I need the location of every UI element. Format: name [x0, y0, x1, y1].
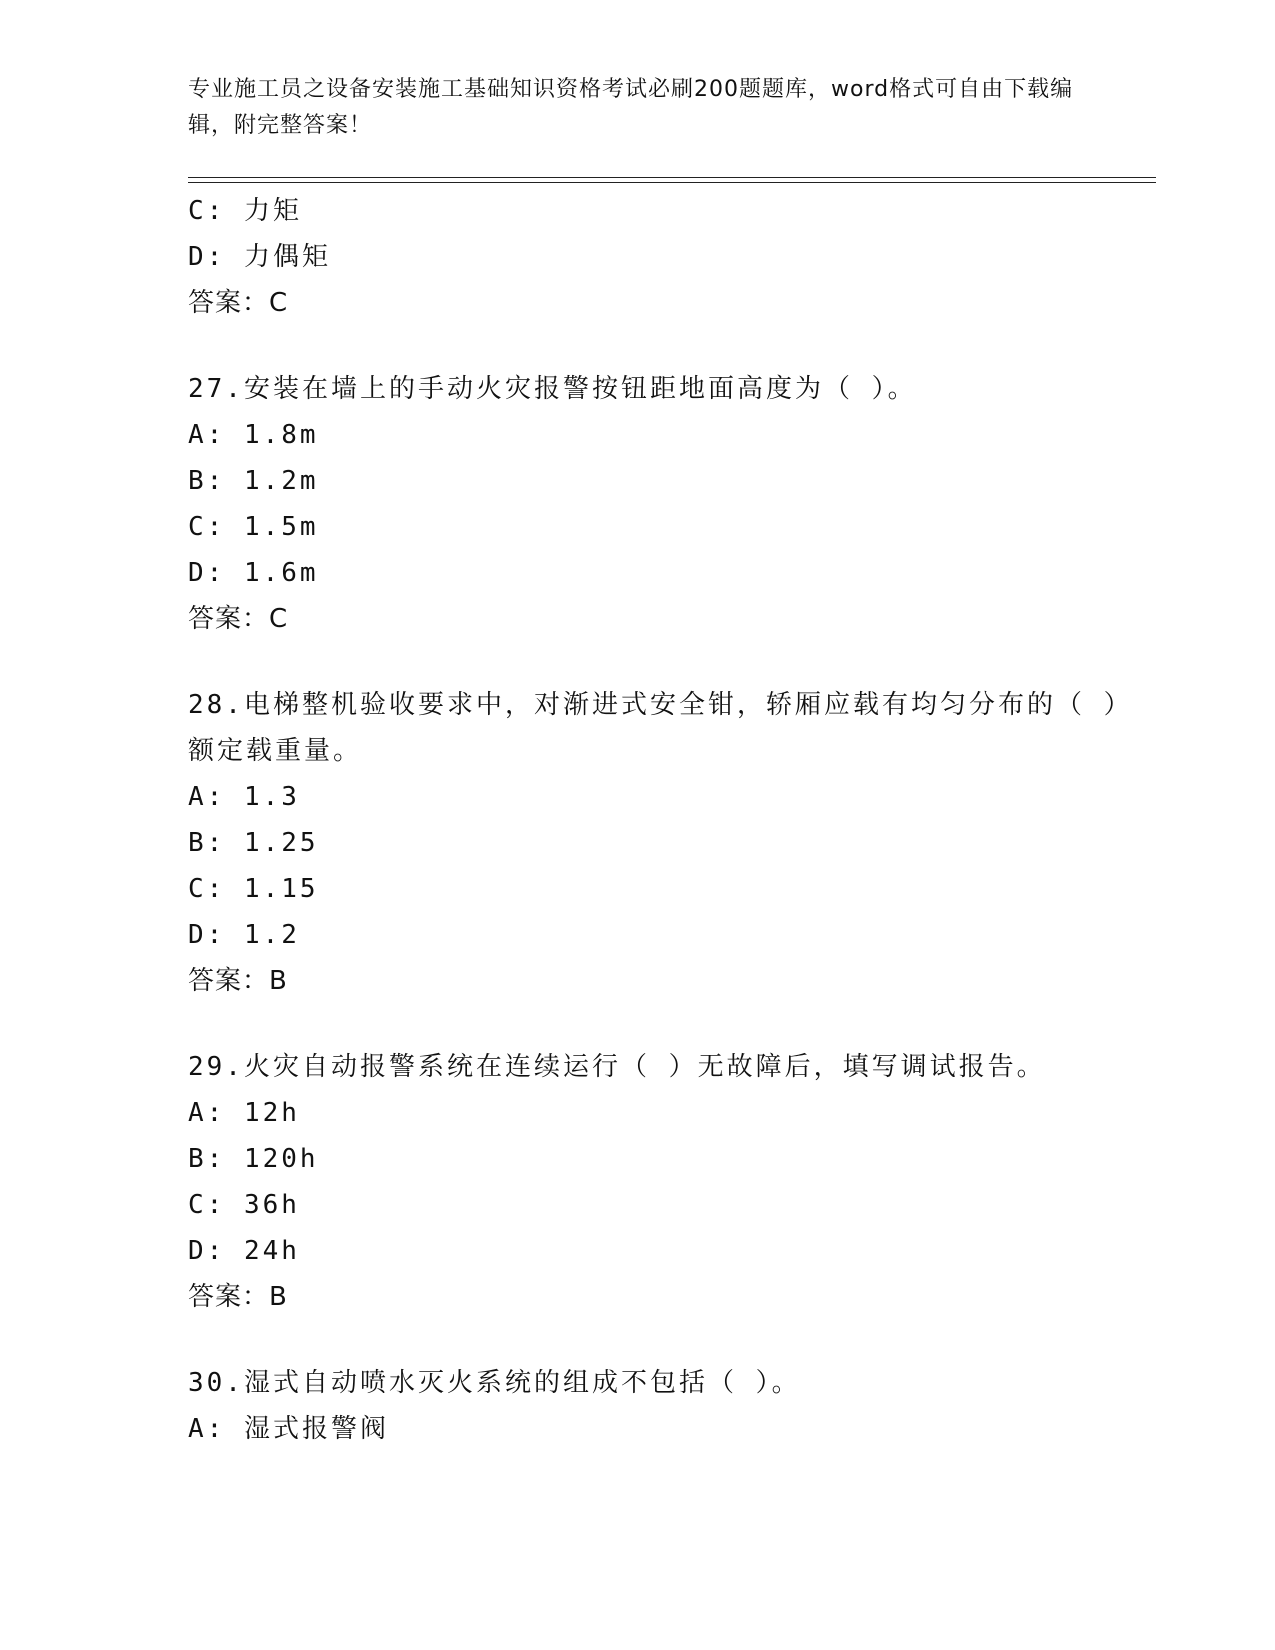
option-a: A: 12h [188, 1098, 300, 1128]
question-29 [188, 1044, 1156, 1320]
answer: 答案：C [188, 288, 289, 318]
question-text: 29.火灾自动报警系统在连续运行（ ）无故障后，填写调试报告。 [188, 1052, 1046, 1082]
document-title: 专业施工员之设备安装施工基础知识资格考试必刷200题题库，word格式可自由下载编辑，附完整答案！ [188, 77, 1074, 138]
question-text: 28.电梯整机验收要求中，对渐进式安全钳，轿厢应载有均匀分布的（ ）额定载重量。 [188, 690, 1133, 766]
option-d: D: 力偶矩 [188, 242, 331, 272]
question-28 [188, 682, 1156, 1004]
option-c: C: 36h [188, 1190, 300, 1220]
answer: 答案：B [188, 1282, 288, 1312]
option-a: A: 湿式报警阀 [188, 1414, 389, 1444]
option-d: D: 24h [188, 1236, 300, 1266]
option-c: C: 力矩 [188, 196, 302, 226]
option-d: D: 1.6m [188, 558, 319, 588]
question-text: 27.安装在墙上的手动火灾报警按钮距地面高度为（ ）。 [188, 374, 917, 404]
document-header [188, 72, 1088, 144]
option-c: C: 1.5m [188, 512, 319, 542]
option-a: A: 1.3 [188, 782, 300, 812]
option-b: B: 1.25 [188, 828, 319, 858]
answer: 答案：B [188, 966, 288, 996]
previous-question-tail [188, 188, 1156, 326]
answer: 答案：C [188, 604, 289, 634]
question-27 [188, 366, 1156, 642]
question-30 [188, 1360, 1156, 1452]
question-list [188, 188, 1156, 1452]
header-divider-top [188, 177, 1156, 178]
option-b: B: 120h [188, 1144, 319, 1174]
option-a: A: 1.8m [188, 420, 319, 450]
question-text: 30.湿式自动喷水灭火系统的组成不包括（ ）。 [188, 1368, 801, 1398]
option-d: D: 1.2 [188, 920, 300, 950]
option-b: B: 1.2m [188, 466, 319, 496]
header-divider-bottom [188, 182, 1156, 183]
option-c: C: 1.15 [188, 874, 319, 904]
